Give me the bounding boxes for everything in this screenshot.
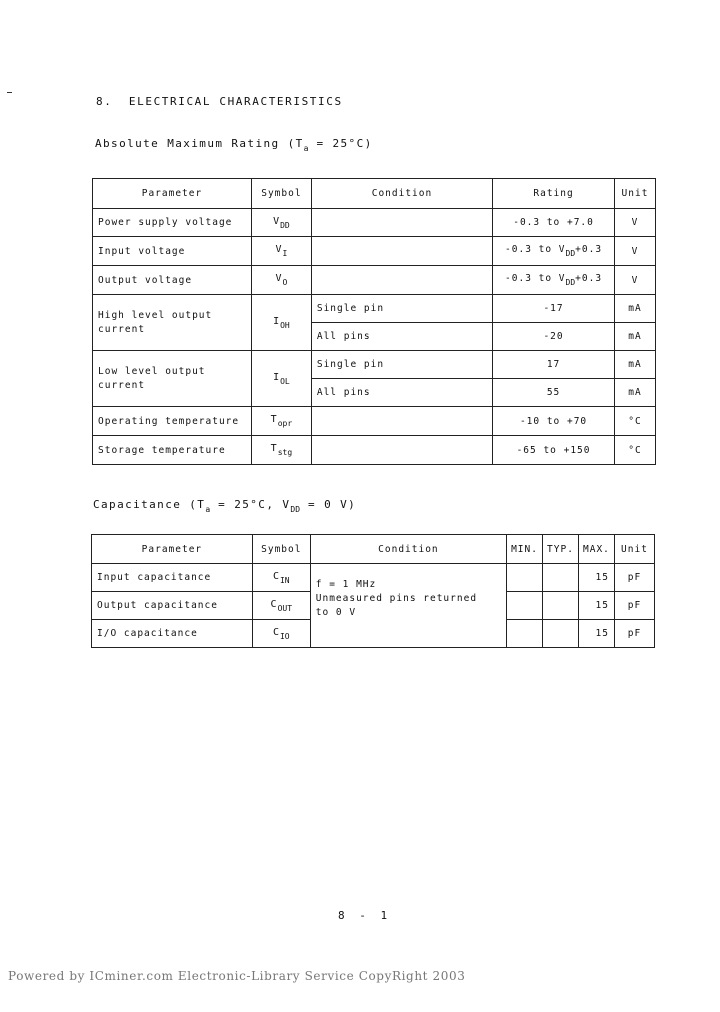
cap-title — [93, 498, 356, 514]
capacitance-table — [91, 534, 655, 648]
param-cell: Operating temperature — [93, 407, 252, 436]
section-heading — [96, 95, 343, 108]
col-header-rating: Rating — [493, 179, 615, 209]
param-line-2: current — [98, 379, 146, 391]
symbol-main: T — [270, 443, 278, 454]
symbol-main: C — [272, 570, 280, 582]
symbol-sub: I — [282, 249, 288, 258]
param-cell — [93, 351, 252, 407]
symbol-cell — [252, 564, 310, 592]
rating-cell: -17 — [493, 295, 615, 323]
table-row — [93, 407, 656, 436]
col-header-unit: Unit — [614, 179, 655, 209]
col-header-parameter: Parameter — [92, 535, 253, 564]
symbol-cell — [251, 266, 311, 295]
unit-cell: °C — [614, 436, 655, 465]
typ-cell — [543, 564, 579, 592]
param-line-1: Low level output — [98, 365, 206, 377]
typ-cell — [543, 620, 579, 648]
param-cell — [93, 295, 252, 351]
table-header-row — [93, 179, 656, 209]
table-row — [93, 209, 656, 237]
table-row — [93, 295, 656, 323]
amr-title — [95, 137, 373, 153]
unit-cell: pF — [614, 592, 654, 620]
max-cell: 15 — [578, 592, 614, 620]
symbol-cell — [251, 295, 311, 351]
param-cell: Output voltage — [93, 266, 252, 295]
param-line-2: current — [98, 323, 146, 335]
footer-copyright: Powered by ICminer.com Electronic-Library Service CopyRight 2003 — [8, 969, 466, 983]
min-cell — [507, 620, 543, 648]
condition-cell — [310, 564, 506, 648]
symbol-cell — [251, 237, 311, 266]
condition-cell — [311, 237, 492, 266]
cap-cond-sub: a — [205, 505, 211, 514]
symbol-sub: stg — [277, 448, 293, 457]
col-header-condition: Condition — [310, 535, 506, 564]
rating-cell: 55 — [493, 379, 615, 407]
amr-cond-sub: a — [303, 144, 309, 153]
param-line-1: High level output — [98, 309, 213, 321]
symbol-sub: OH — [280, 320, 290, 330]
symbol-sub: IN — [279, 575, 290, 585]
unit-cell: mA — [614, 379, 655, 407]
symbol-main: C — [272, 626, 280, 638]
unit-cell: V — [614, 266, 655, 295]
page-number: 8 - 1 — [338, 909, 392, 922]
symbol-main: C — [270, 598, 278, 610]
rating-post: +0.3 — [575, 244, 603, 255]
condition-cell — [311, 436, 492, 465]
col-header-max: MAX. — [578, 535, 614, 564]
rating-cell: 17 — [493, 351, 615, 379]
rating-cell — [493, 266, 615, 295]
param-cell: Power supply voltage — [93, 209, 252, 237]
rating-cell: -65 to +150 — [493, 436, 615, 465]
col-header-symbol: Symbol — [252, 535, 310, 564]
unit-cell: °C — [614, 407, 655, 436]
unit-cell: pF — [614, 620, 654, 648]
symbol-cell — [251, 407, 311, 436]
condition-cell — [311, 209, 492, 237]
margin-mark — [7, 92, 12, 93]
table-row — [93, 436, 656, 465]
amr-title-text: Absolute Maximum Rating — [95, 137, 280, 150]
section-title: ELECTRICAL CHARACTERISTICS — [128, 95, 343, 108]
condition-line-3: to 0 V — [315, 607, 357, 618]
condition-cell: Single pin — [311, 351, 492, 379]
symbol-sub: IO — [279, 631, 290, 641]
symbol-main: V — [273, 215, 281, 227]
param-cell: I/O capacitance — [92, 620, 253, 648]
cap-title-text: Capacitance — [93, 498, 182, 511]
condition-cell: Single pin — [311, 295, 492, 323]
rating-sub: DD — [565, 249, 576, 258]
table-row — [93, 266, 656, 295]
col-header-typ: TYP. — [543, 535, 579, 564]
unit-cell: mA — [614, 323, 655, 351]
rating-cell: -20 — [493, 323, 615, 351]
condition-cell — [311, 407, 492, 436]
typ-cell — [543, 592, 579, 620]
max-cell: 15 — [578, 564, 614, 592]
amr-cond-suffix: = 25°C) — [308, 137, 373, 150]
symbol-sub: DD — [280, 220, 290, 230]
table-row — [93, 237, 656, 266]
condition-line-1: f = 1 MHz — [315, 579, 377, 590]
symbol-sub: opr — [277, 419, 293, 428]
table-row — [92, 564, 655, 592]
param-cell: Output capacitance — [92, 592, 253, 620]
param-cell: Input voltage — [93, 237, 252, 266]
cap-cond-sub2: DD — [290, 505, 301, 514]
max-cell: 15 — [578, 620, 614, 648]
rating-pre: -0.3 to V — [505, 244, 566, 255]
rating-cell — [493, 237, 615, 266]
symbol-cell — [252, 592, 310, 620]
symbol-cell — [251, 436, 311, 465]
param-cell: Input capacitance — [92, 564, 253, 592]
unit-cell: mA — [614, 351, 655, 379]
condition-line-2: Unmeasured pins returned — [315, 593, 478, 604]
symbol-sub: O — [282, 278, 288, 287]
col-header-condition: Condition — [311, 179, 492, 209]
col-header-parameter: Parameter — [93, 179, 252, 209]
symbol-cell — [251, 209, 311, 237]
symbol-main: I — [273, 371, 281, 383]
min-cell — [507, 564, 543, 592]
cap-cond-mid: = 25°C, V — [210, 498, 291, 511]
symbol-main: T — [270, 414, 278, 425]
rating-sub: DD — [565, 278, 576, 287]
condition-cell: All pins — [311, 379, 492, 407]
rating-pre: -0.3 to V — [505, 273, 566, 284]
condition-cell: All pins — [311, 323, 492, 351]
rating-cell: -0.3 to +7.0 — [493, 209, 615, 237]
cap-cond-prefix: (T — [189, 498, 206, 511]
cap-cond-suffix: = 0 V) — [300, 498, 357, 511]
symbol-main: V — [275, 273, 283, 284]
symbol-main: V — [275, 244, 283, 255]
symbol-sub: OL — [280, 376, 290, 386]
absolute-max-rating-table — [92, 178, 656, 465]
table-row — [93, 351, 656, 379]
unit-cell: V — [614, 209, 655, 237]
unit-cell: pF — [614, 564, 654, 592]
unit-cell: mA — [614, 295, 655, 323]
condition-cell — [311, 266, 492, 295]
min-cell — [507, 592, 543, 620]
section-number: 8. — [96, 95, 113, 108]
symbol-cell — [251, 351, 311, 407]
col-header-unit: Unit — [614, 535, 654, 564]
param-cell: Storage temperature — [93, 436, 252, 465]
table-header-row — [92, 535, 655, 564]
symbol-main: I — [273, 315, 281, 327]
col-header-min: MIN. — [507, 535, 543, 564]
unit-cell: V — [614, 237, 655, 266]
col-header-symbol: Symbol — [251, 179, 311, 209]
rating-cell: -10 to +70 — [493, 407, 615, 436]
amr-cond-prefix: (T — [287, 137, 304, 150]
symbol-sub: OUT — [277, 603, 293, 613]
rating-post: +0.3 — [575, 273, 603, 284]
symbol-cell — [252, 620, 310, 648]
